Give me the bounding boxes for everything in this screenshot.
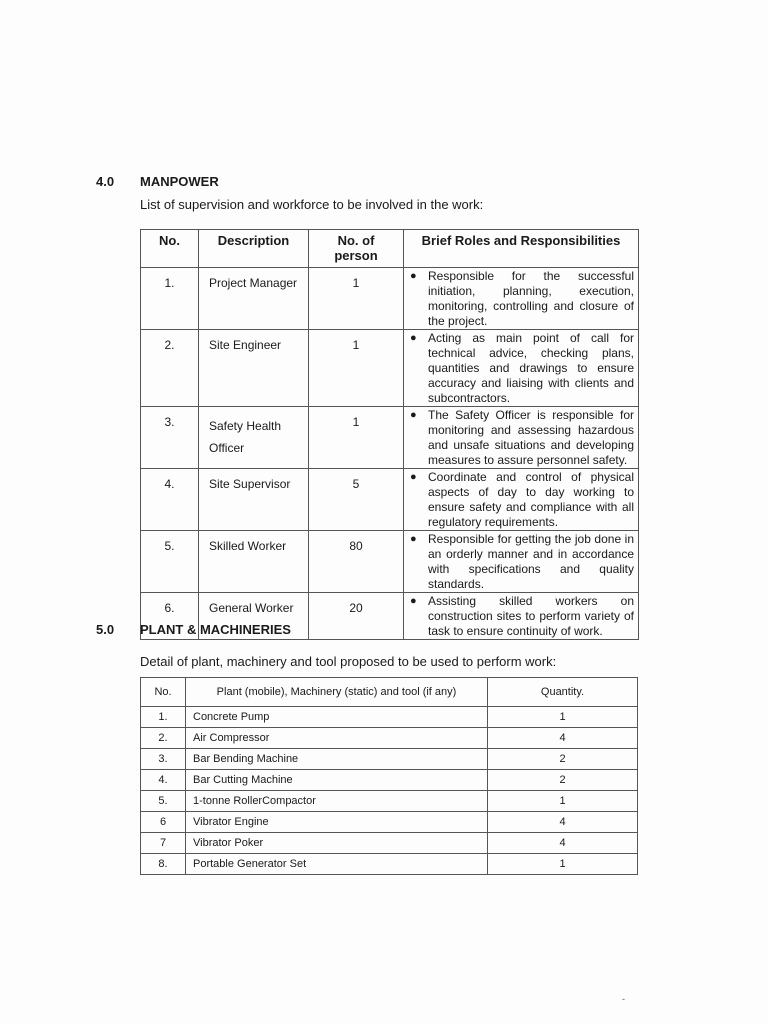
section-number: 4.0 [96,174,115,189]
header-roles: Brief Roles and Responsibilities [404,230,639,268]
header-description: Description [199,230,309,268]
section-heading-manpower [96,174,219,189]
role-text: The Safety Officer is responsible for monitoring and assessing hazardous and unsafe situations and developing measures to assure personnel safety. [428,408,634,467]
cell-item: Vibrator Poker [186,833,488,854]
role-text: Assisting skilled workers on construction sites to perform variety of task to ensure continuity of work. [428,594,634,638]
cell-item: Portable Generator Set [186,854,488,875]
description-line1: Safety Health [209,419,282,433]
table-row [141,728,638,749]
cell-quantity: 4 [488,728,638,749]
table-row [141,531,639,593]
cell-persons: 20 [309,593,404,640]
role-text: Acting as main point of call for technical advice, checking plans, quantities and drawings to ensure accuracy and liaising with clients and subcontractors. [428,331,634,405]
manpower-intro: List of supervision and workforce to be involved in the work: [140,197,484,212]
cell-item: 1-tonne RollerCompactor [186,791,488,812]
table-row [141,407,639,469]
manpower-table [140,229,639,640]
cell-no: 7 [141,833,186,854]
cell-roles [404,330,639,407]
corner-mark: - [622,994,625,1004]
section-heading-plant [96,622,291,637]
cell-persons: 1 [309,330,404,407]
cell-item: Vibrator Engine [186,812,488,833]
cell-item: Bar Bending Machine [186,749,488,770]
table-row [141,812,638,833]
bullet-icon: ● [410,270,417,282]
cell-roles [404,469,639,531]
cell-description [199,407,309,469]
cell-persons: 80 [309,531,404,593]
bullet-icon: ● [410,332,417,344]
cell-no: 2. [141,330,199,407]
section-title: MANPOWER [140,174,219,189]
header-persons-line2: person [334,248,378,263]
cell-persons: 1 [309,407,404,469]
cell-quantity: 4 [488,833,638,854]
cell-no: 3. [141,407,199,469]
role-text: Coordinate and control of physical aspects of day to day working to ensure safety and compliance with all regulatory requirements. [428,470,634,529]
cell-quantity: 1 [488,791,638,812]
table-row [141,707,638,728]
table-header-row [141,678,638,707]
table-row [141,749,638,770]
role-text: Responsible for getting the job done in an orderly manner and in accordance with specifications and quality standards. [428,532,634,591]
bullet-icon: ● [410,471,417,483]
cell-roles [404,531,639,593]
plant-intro: Detail of plant, machinery and tool proposed to be used to perform work: [140,654,557,669]
cell-no: 2. [141,728,186,749]
header-quantity: Quantity. [488,678,638,707]
cell-no: 5. [141,531,199,593]
cell-persons: 1 [309,268,404,330]
table-row [141,791,638,812]
bullet-icon: ● [410,595,417,607]
cell-quantity: 2 [488,749,638,770]
cell-quantity: 4 [488,812,638,833]
cell-no: 3. [141,749,186,770]
cell-no: 5. [141,791,186,812]
cell-item: Concrete Pump [186,707,488,728]
cell-roles [404,593,639,640]
bullet-icon: ● [410,533,417,545]
description-line2: Officer [209,441,245,455]
cell-quantity: 1 [488,707,638,728]
role-text: Responsible for the successful initiation, planning, execution, monitoring, controlling and closure of the project. [428,269,634,328]
cell-no: 6. [141,593,199,640]
cell-description: Project Manager [199,268,309,330]
table-row [141,330,639,407]
cell-no: 1. [141,268,199,330]
cell-no: 1. [141,707,186,728]
table-row [141,854,638,875]
cell-description: Skilled Worker [199,531,309,593]
section-title: PLANT & MACHINERIES [140,622,291,637]
header-item: Plant (mobile), Machinery (static) and tool (if any) [186,678,488,707]
cell-no: 4. [141,770,186,791]
header-persons [309,230,404,268]
bullet-icon: ● [410,409,417,421]
cell-roles [404,407,639,469]
table-row [141,469,639,531]
cell-item: Air Compressor [186,728,488,749]
table-header-row [141,230,639,268]
cell-description: Site Supervisor [199,469,309,531]
cell-no: 8. [141,854,186,875]
cell-quantity: 1 [488,854,638,875]
cell-no: 4. [141,469,199,531]
plant-table [140,677,638,875]
cell-persons: 5 [309,469,404,531]
cell-quantity: 2 [488,770,638,791]
section-number: 5.0 [96,622,115,637]
cell-description: General Worker [199,593,309,640]
header-no: No. [141,678,186,707]
header-no: No. [141,230,199,268]
cell-description: Site Engineer [199,330,309,407]
cell-roles [404,268,639,330]
table-row [141,268,639,330]
table-row [141,833,638,854]
header-persons-line1: No. of [337,233,375,248]
cell-item: Bar Cutting Machine [186,770,488,791]
cell-no: 6 [141,812,186,833]
table-row [141,770,638,791]
